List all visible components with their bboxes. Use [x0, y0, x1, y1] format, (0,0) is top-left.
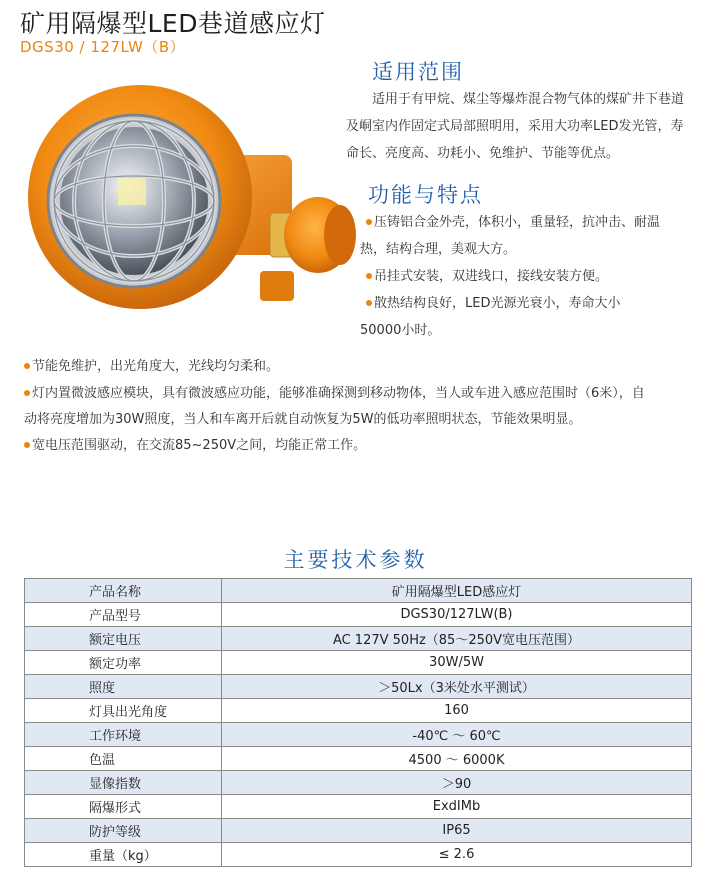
- spec-label: 防护等级: [25, 819, 222, 843]
- table-row: [25, 699, 692, 723]
- scope-line: 及峒室内作固定式局部照明用，采用大功率LED发光管，寿: [346, 119, 684, 134]
- table-row: [25, 771, 692, 795]
- bullet-icon: [366, 300, 372, 306]
- scope-title: 适用范围: [372, 60, 464, 84]
- spec-label: 照度: [25, 675, 222, 699]
- spec-label: 产品名称: [25, 579, 222, 603]
- spec-value: DGS30/127LW(B): [222, 603, 692, 627]
- table-row: [25, 675, 692, 699]
- table-row: [25, 819, 692, 843]
- spec-value: 4500 ～ 6000K: [222, 747, 692, 771]
- spec-label: 隔爆形式: [25, 795, 222, 819]
- spec-label: 色温: [25, 747, 222, 771]
- specs-table: [24, 578, 692, 867]
- bullet-icon: [24, 442, 30, 448]
- spec-value: ＞90: [222, 771, 692, 795]
- feature-item: 吊挂式安装，双进线口，接线安装方便。: [366, 263, 608, 290]
- spec-value: ≤ 2.6: [222, 843, 692, 867]
- spec-value: 30W/5W: [222, 651, 692, 675]
- bullet-icon: [24, 390, 30, 396]
- bullet-icon: [24, 363, 30, 369]
- spec-value: 矿用隔爆型LED感应灯: [222, 579, 692, 603]
- feature-item: 灯内置微波感应模块，具有微波感应功能，能够准确探测到移动物体，当人或车进入感应范围时（6米），自: [24, 380, 645, 407]
- spec-label: 重量（kg）: [25, 843, 222, 867]
- feature-item-cont: 动将亮度增加为30W照度，当人和车离开后就自动恢复为5W的低功率照明状态，节能效果明显。: [24, 412, 582, 427]
- spec-value: ＞50Lx（3米处水平测试）: [222, 675, 692, 699]
- feature-item: 压铸铝合金外壳，体积小，重量轻，抗冲击、耐温: [366, 209, 660, 236]
- spec-label: 显像指数: [25, 771, 222, 795]
- table-row: [25, 747, 692, 771]
- bullet-icon: [366, 219, 372, 225]
- table-row: [25, 843, 692, 867]
- table-row: [25, 603, 692, 627]
- page-title: 矿用隔爆型LED巷道感应灯: [20, 9, 326, 38]
- scope-line: 适用于有甲烷、煤尘等爆炸混合物气体的煤矿井下巷道: [372, 92, 685, 107]
- table-row: [25, 723, 692, 747]
- table-row: [25, 627, 692, 651]
- product-model: DGS30 / 127LW（B）: [20, 38, 186, 56]
- feature-item-cont: 50000小时。: [360, 323, 441, 338]
- table-row: [25, 795, 692, 819]
- spec-value: AC 127V 50Hz（85～250V宽电压范围）: [222, 627, 692, 651]
- spec-label: 产品型号: [25, 603, 222, 627]
- spec-label: 灯具出光角度: [25, 699, 222, 723]
- spec-value: -40℃ ～ 60℃: [222, 723, 692, 747]
- bullet-icon: [366, 273, 372, 279]
- feature-item: 节能免维护，出光角度大，光线均匀柔和。: [24, 353, 279, 380]
- spec-value: 160: [222, 699, 692, 723]
- spec-label: 额定功率: [25, 651, 222, 675]
- scope-line: 命长、亮度高、功耗小、免维护、节能等优点。: [346, 146, 620, 161]
- spec-label: 额定电压: [25, 627, 222, 651]
- features-title: 功能与特点: [368, 183, 483, 207]
- spec-value: IP65: [222, 819, 692, 843]
- feature-item: 散热结构良好，LED光源光衰小，寿命大小: [366, 290, 620, 317]
- spec-value: ExdIMb: [222, 795, 692, 819]
- spec-label: 工作环境: [25, 723, 222, 747]
- table-row: [25, 579, 692, 603]
- feature-item: 宽电压范围驱动，在交流85~250V之间，均能正常工作。: [24, 432, 366, 459]
- lamp-image: [22, 85, 358, 321]
- specs-title: 主要技术参数: [283, 548, 428, 572]
- feature-item-cont: 热，结构合理，美观大方。: [360, 242, 517, 257]
- table-row: [25, 651, 692, 675]
